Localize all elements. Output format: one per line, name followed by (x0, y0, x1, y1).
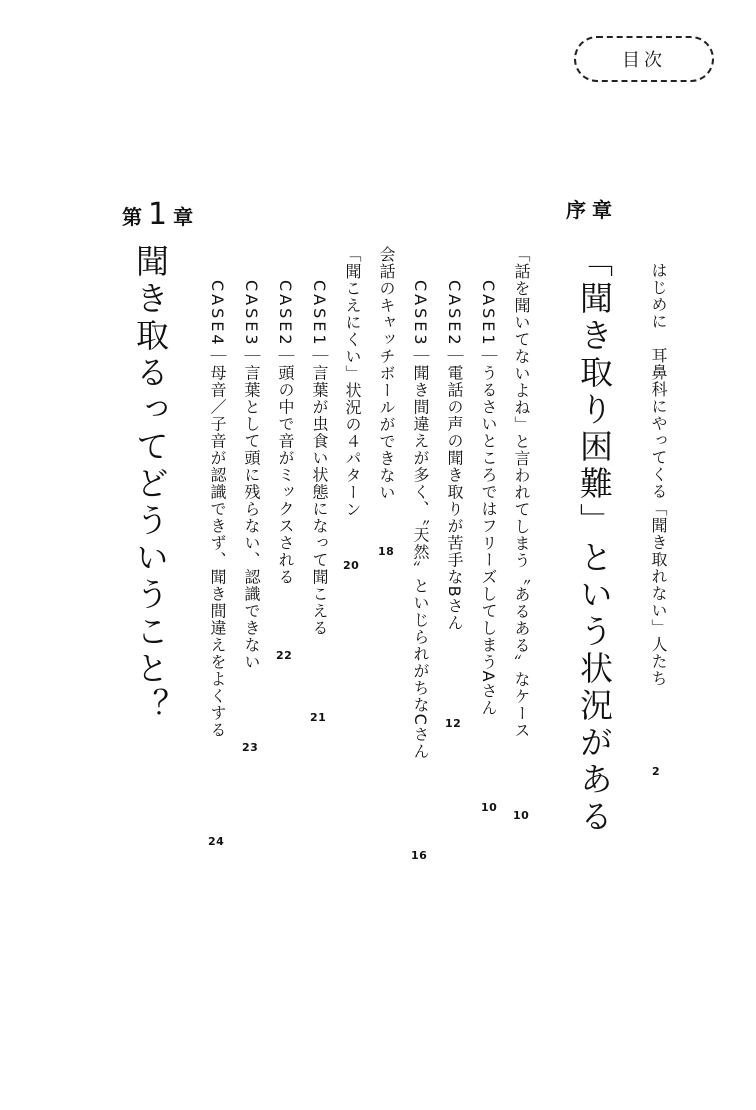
toc-entry-pattern-2[interactable]: CASE2｜頭の中で音がミックスされる (276, 280, 295, 586)
case-label: CASE1 (310, 280, 329, 348)
toc-entry-page: 16 (411, 849, 428, 862)
toc-entry-title: はじめに 耳鼻科にやってくる「聞き取れない」人たち (649, 262, 668, 687)
toc-entry-page: 21 (310, 711, 327, 724)
case-label: CASE4 (208, 280, 227, 348)
chapter1-title: 聞き取るってどういうこと？ (131, 244, 170, 725)
toc-entry-title: 頭の中で音がミックスされる (276, 364, 295, 586)
prologue-title: 「聞き取り困難」という状況がある (575, 244, 614, 836)
toc-entry-intro[interactable] (650, 262, 666, 687)
chapter1-label (122, 197, 194, 232)
chapter1-number: 1 (148, 197, 168, 232)
prologue-chapter-label: 序章 (566, 198, 618, 222)
toc-badge (574, 36, 714, 82)
case-label: CASE2 (445, 280, 464, 348)
toc-entry-page: 2 (652, 765, 661, 778)
toc-entry-title: 会話のキャッチボールができない (377, 246, 396, 501)
case-label: CASE3 (411, 280, 430, 348)
toc-entry-title: 「聞こえにくい」状況の４パターン (343, 246, 362, 518)
toc-entry-pattern-4[interactable]: CASE4｜母音／子音が認識できず、聞き間違えをよくする (208, 280, 227, 739)
toc-entry-case-c[interactable]: CASE3｜聞き間違えが多く、〝天然〟といじられがちなCさん (411, 280, 430, 760)
toc-entry-title: 聞き間違えが多く、〝天然〟といじられがちなCさん (411, 364, 430, 760)
toc-entry-page: 24 (208, 835, 225, 848)
chapter1-prefix: 第 (122, 205, 142, 229)
toc-entry-page: 18 (378, 545, 395, 558)
toc-entry-title: うるさいところではフリーズしてしまうAさん (479, 364, 498, 717)
toc-entry-case-a[interactable]: CASE1｜うるさいところではフリーズしてしまうAさん (479, 280, 498, 717)
toc-badge-label: 目次 (622, 50, 666, 71)
toc-entry-title: 電話の声の聞き取りが苦手なBさん (445, 364, 464, 632)
toc-entry-title: 「話を聞いてないよね」と言われてしまう〝あるある〟なケース (512, 246, 531, 739)
toc-entry-title: 言葉が虫食い状態になって聞こえる (310, 364, 329, 637)
toc-entry-pattern-3[interactable]: CASE3｜言葉として頭に残らない、認識できない (242, 280, 261, 671)
toc-entry-four-patterns[interactable] (344, 246, 360, 518)
toc-entry-case-b[interactable]: CASE2｜電話の声の聞き取りが苦手なBさん (445, 280, 464, 632)
toc-entry-title: 母音／子音が認識できず、聞き間違えをよくする (208, 364, 227, 739)
case-label: CASE3 (242, 280, 261, 348)
case-label: CASE1 (479, 280, 498, 348)
toc-entry-page: 22 (276, 649, 293, 662)
toc-entry-page: 10 (481, 801, 498, 814)
toc-entry-page: 12 (445, 717, 462, 730)
toc-entry-title: 言葉として頭に残らない、認識できない (242, 364, 261, 671)
chapter1-suffix: 章 (173, 205, 194, 229)
case-label: CASE2 (276, 280, 295, 348)
toc-entry-page: 23 (242, 741, 259, 754)
toc-entry-aruaru[interactable] (513, 246, 529, 739)
toc-entry-page: 20 (343, 559, 360, 572)
toc-entry-page: 10 (513, 809, 530, 822)
toc-entry-catchball[interactable] (378, 246, 394, 501)
toc-entry-pattern-1[interactable]: CASE1｜言葉が虫食い状態になって聞こえる (310, 280, 329, 637)
